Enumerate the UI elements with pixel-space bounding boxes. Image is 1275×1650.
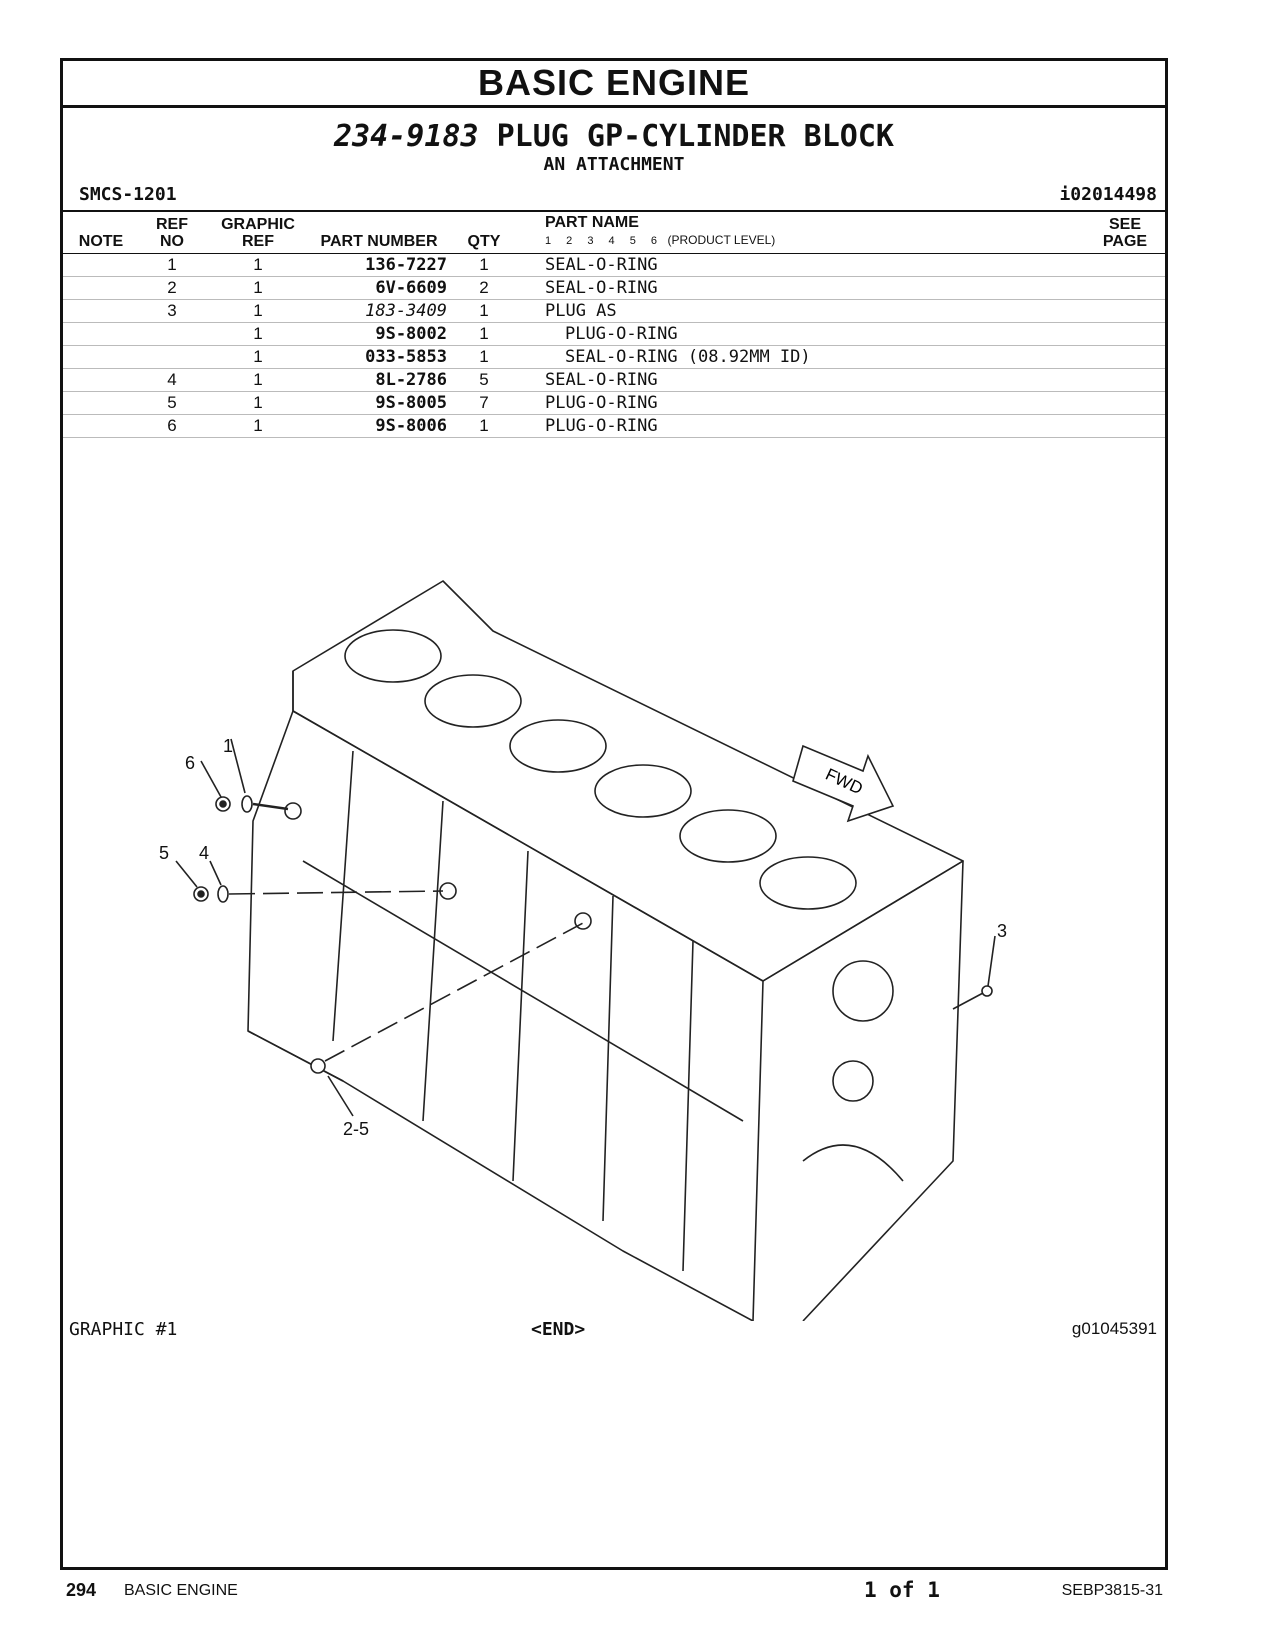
- col-ref-no: REF NO: [139, 212, 205, 254]
- part-number: 9S-8002: [311, 323, 451, 346]
- callout-4: 4: [199, 843, 210, 863]
- graphic-id: g01045391: [1071, 1319, 1157, 1338]
- block-front-face: [293, 711, 763, 1321]
- product-levels: 1 2 3 4 5 6: [545, 235, 663, 247]
- block-oil-pan-rail: [248, 1031, 753, 1321]
- o-ring-4: [218, 886, 228, 902]
- page-number: 294: [66, 1580, 97, 1600]
- part-name: SEAL-O-RING (08.92MM ID): [517, 346, 1085, 369]
- smcs-code: SMCS-1201: [79, 184, 177, 205]
- col-qty: QTY: [451, 212, 517, 254]
- document-id: SEBP3815-31: [1061, 1582, 1163, 1599]
- smcs-row: [63, 180, 1165, 212]
- col-note: NOTE: [63, 212, 139, 254]
- part-number: 9S-8005: [311, 392, 451, 415]
- col-see-page: SEE PAGE: [1085, 212, 1165, 254]
- table-row: 5 1 9S-8005 7 PLUG-O-RING: [63, 392, 1165, 415]
- callout-6: 6: [185, 753, 196, 773]
- col-graphic-ref: GRAPHIC REF: [205, 212, 311, 254]
- part-name: SEAL-O-RING: [517, 254, 1085, 277]
- section-title: BASIC ENGINE: [63, 61, 1165, 108]
- part-name: SEAL-O-RING: [517, 369, 1085, 392]
- group-type: AN ATTACHMENT: [543, 154, 685, 175]
- table-row: 6 1 9S-8006 1 PLUG-O-RING: [63, 415, 1165, 438]
- parts-table: [63, 212, 1165, 438]
- part-name: SEAL-O-RING: [517, 277, 1085, 300]
- ident-code: i02014498: [1059, 184, 1157, 205]
- fwd-label: FWD: [822, 764, 866, 799]
- part-number: 9S-8006: [311, 415, 451, 438]
- block-right-end: [763, 861, 963, 1321]
- fwd-arrow-icon: [793, 746, 893, 821]
- callout-1: 1: [223, 736, 234, 756]
- callout-2-5: 2-5: [343, 1119, 370, 1139]
- part-name: PLUG AS: [517, 300, 1085, 323]
- part-number: 6V-6609: [311, 277, 451, 300]
- parts-header-row: [63, 212, 1165, 254]
- callout-5: 5: [159, 843, 170, 863]
- end-mark: <END>: [531, 1319, 586, 1340]
- plug-3: [982, 986, 992, 996]
- group-number: 234-9183: [334, 119, 479, 154]
- part-number: 8L-2786: [311, 369, 451, 392]
- col-part-name: PART NAME 1 2 3 4 5 6 (PRODUCT LEVEL): [517, 212, 1085, 254]
- page-frame: [60, 58, 1168, 1570]
- product-level-label: (PRODUCT LEVEL): [667, 233, 776, 247]
- page-of: 1 of 1: [864, 1578, 940, 1602]
- table-row: 1 033-5853 1 SEAL-O-RING (08.92MM ID): [63, 346, 1165, 369]
- group-title: [63, 120, 1165, 154]
- graphic-label: GRAPHIC #1: [69, 1319, 178, 1340]
- part-name: PLUG-O-RING: [517, 392, 1085, 415]
- table-row: 1 1 136-7227 1 SEAL-O-RING: [63, 254, 1165, 277]
- graphic-caption-row: [63, 1319, 1165, 1343]
- part-number: 033-5853: [311, 346, 451, 369]
- part-name: PLUG-O-RING: [517, 415, 1085, 438]
- part-number: 183-3409: [311, 300, 451, 323]
- table-row: 2 1 6V-6609 2 SEAL-O-RING: [63, 277, 1165, 300]
- col-part-number: PART NUMBER: [311, 212, 451, 254]
- callout-3: 3: [997, 921, 1008, 941]
- part-number: 136-7227: [311, 254, 451, 277]
- page-footer: [0, 1580, 1275, 1610]
- plug-2-5: [311, 1059, 325, 1073]
- footer-section: BASIC ENGINE: [124, 1582, 238, 1599]
- part-name: PLUG-O-RING: [517, 323, 1085, 346]
- table-row: 4 1 8L-2786 5 SEAL-O-RING: [63, 369, 1165, 392]
- table-row: 3 1 183-3409 1 PLUG AS: [63, 300, 1165, 323]
- o-ring-1: [242, 796, 252, 812]
- table-row: 1 9S-8002 1 PLUG-O-RING: [63, 323, 1165, 346]
- group-name: PLUG GP-CYLINDER BLOCK: [496, 119, 894, 154]
